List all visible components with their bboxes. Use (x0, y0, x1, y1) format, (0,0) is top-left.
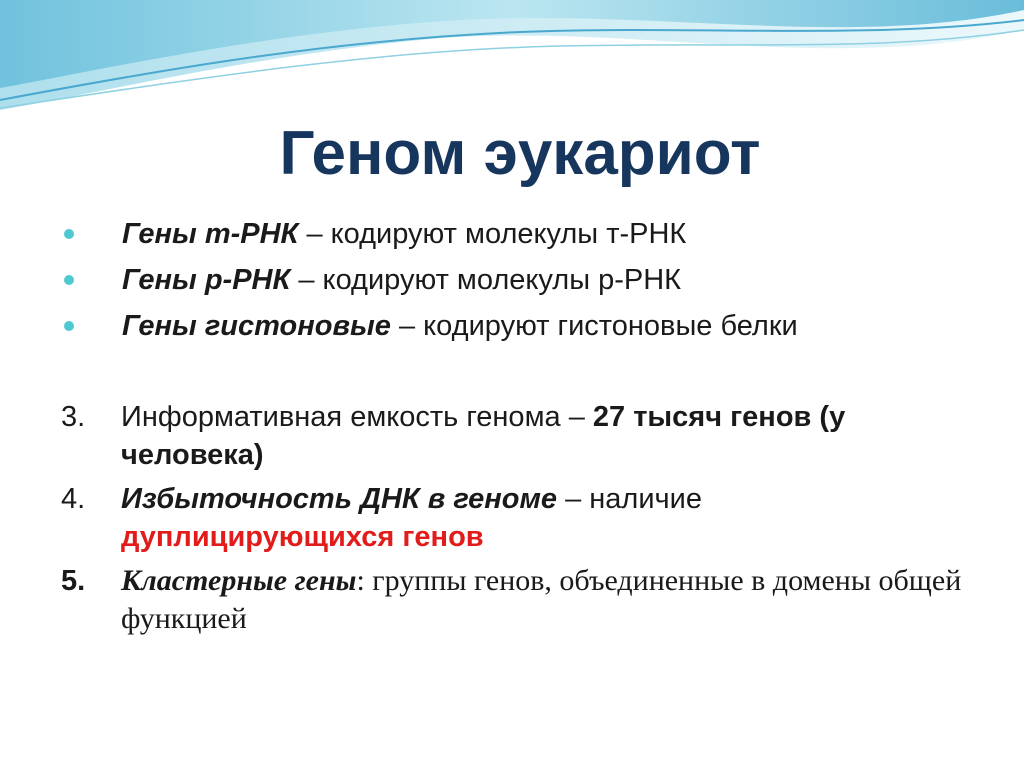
bullet-term: Гены т-РНК (122, 218, 299, 250)
point-text: Информативная емкость генома – (121, 401, 593, 433)
point-text: : группы генов, объединенные в домены общей функцией (121, 564, 962, 635)
bullet-dot-icon (64, 275, 74, 285)
point-term: Кластерные гены (121, 564, 357, 597)
bullet-term: Гены р-РНК (122, 264, 291, 296)
point-red-highlight: дуплицирующихся генов (121, 521, 484, 553)
bullet-text (122, 310, 798, 343)
point-5 (61, 562, 981, 638)
point-term: Избыточность ДНК в геноме (121, 483, 558, 515)
point-text: – наличие (557, 483, 702, 515)
bullet-text (122, 264, 681, 297)
bullet-dot-icon (64, 321, 74, 331)
bullet-dot-icon (64, 229, 74, 239)
point-number: 3. (61, 401, 86, 433)
page-title: Геном эукариот (279, 119, 761, 188)
point-4 (61, 480, 981, 556)
point-number: 5. (61, 565, 86, 597)
point-number: 4. (61, 483, 86, 515)
bullet-term: Гены гистоновые (122, 310, 391, 342)
point-3 (61, 398, 981, 474)
numbered-points (61, 398, 981, 644)
list-item (60, 212, 980, 258)
bullet-desc: – кодируют молекулы р-РНК (290, 264, 682, 296)
point-highlight: 27 тысяч генов (у человека) (121, 401, 846, 471)
decorative-wave-header (0, 0, 1024, 120)
bullet-desc: – кодируют гистоновые белки (390, 310, 798, 342)
list-item (60, 258, 980, 304)
bullet-text (122, 218, 686, 251)
bullet-desc: – кодируют молекулы т-РНК (298, 218, 687, 250)
gene-type-list (60, 212, 980, 350)
list-item (60, 304, 980, 350)
